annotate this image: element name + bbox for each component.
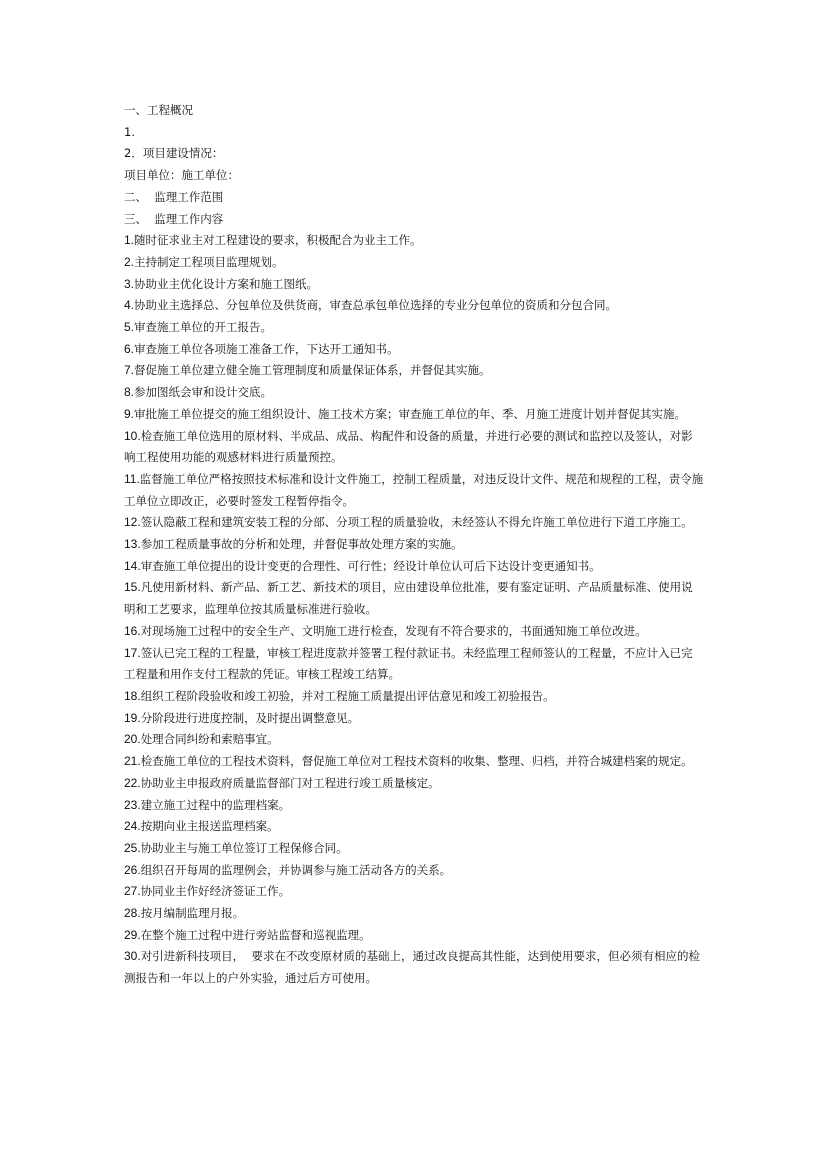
list-item [124, 729, 704, 751]
list-item [124, 382, 704, 404]
list-item-number: 13. [124, 537, 141, 552]
section-heading-scope: 二、 监理工作范围 [124, 189, 224, 204]
list-item [124, 708, 704, 730]
list-item-text: 协助业主与施工单位签订工程保修合同。 [140, 840, 348, 855]
list-item-text: 督促施工单位建立健全施工管理制度和质量保证体系，并督促其实施。 [134, 363, 491, 378]
list-item-text: 按期向业主报送监理档案。 [140, 819, 279, 834]
list-item [124, 946, 704, 989]
section-heading-overview: 一、工程概况 [124, 103, 193, 117]
list-item-text: 参加工程质量事故的分析和处理，并督促事故处理方案的实施。 [140, 537, 463, 552]
list-item-text: 在整个施工过程中进行旁站监督和巡视监理。 [140, 927, 371, 942]
list-item [124, 881, 704, 903]
list-item-number: 30. [124, 949, 141, 964]
list-item-number: 26. [124, 862, 141, 877]
list-item [124, 751, 704, 773]
list-item-number: 1. [124, 233, 135, 248]
list-item-number: 5. [124, 320, 135, 335]
list-item-number: 29. [124, 927, 141, 942]
list-item-number: 3. [124, 276, 135, 291]
list-item [124, 469, 704, 512]
list-item-number: 23. [124, 797, 141, 812]
list-item-text: 审查施工单位各项施工准备工作，下达开工通知书。 [134, 341, 399, 356]
list-item-number: 24. [124, 819, 141, 834]
list-item-text: 组织召开每周的监理例会，并协调参与施工活动各方的关系。 [140, 862, 452, 877]
list-item-number: 7. [124, 363, 135, 378]
list-item-number: 20. [124, 732, 141, 747]
list-item-text: 组织工程阶段验收和竣工初验，并对工程施工质量提出评估意见和竣工初验报告。 [140, 688, 555, 703]
section-heading-content: 三、 监理工作内容 [124, 211, 224, 226]
list-item-text: 协同业主作好经济签证工作。 [140, 884, 291, 899]
list-item [124, 360, 704, 382]
list-item [124, 686, 704, 708]
list-item-text: 处理合同纠纷和索赔事宜。 [140, 732, 279, 747]
list-item-number: 12. [124, 515, 141, 530]
list-item [124, 643, 704, 686]
list-item-number: 21. [124, 754, 141, 769]
list-item [124, 556, 704, 578]
list-item-number: 9. [124, 406, 135, 421]
list-item-text: 协助业主申报政府质量监督部门对工程进行竣工质量核定。 [140, 775, 440, 790]
list-item [124, 274, 704, 296]
list-item [124, 577, 704, 620]
list-item-text: 签认隐蔽工程和建筑安装工程的分部、分项工程的质量验收，未经签认不得允许施工单位进行下道工序施工。 [140, 515, 693, 530]
list-item-text: 随时征求业主对工程建设的要求，积极配合为业主工作。 [134, 233, 422, 248]
overview-item-2: 2．项目建设情况： [124, 146, 224, 161]
list-item-number: 19. [124, 710, 141, 725]
list-item [124, 426, 704, 469]
list-item-number: 18. [124, 688, 141, 703]
list-item-text: 监督施工单位严格按照技术标准和设计文件施工，控制工程质量，对违反设计文件、规范和规程的工程，责令施工单位立即改正，必要时签发工程暂停指令。 [124, 471, 704, 508]
work-content-list [124, 230, 704, 990]
list-item [124, 512, 704, 534]
list-item [124, 925, 704, 947]
list-item-number: 22. [124, 775, 141, 790]
list-item-text: 主持制定工程项目监理规划。 [134, 254, 284, 269]
list-item [124, 339, 704, 361]
list-item-number: 4. [124, 298, 135, 313]
list-item-number: 6. [124, 341, 135, 356]
list-item-number: 27. [124, 884, 141, 899]
list-item-text: 按月编制监理月报。 [140, 906, 245, 921]
list-item [124, 621, 704, 643]
list-item-number: 16. [124, 623, 141, 638]
list-item-text: 审批施工单位提交的施工组织设计、施工技术方案；审查施工单位的年、季、月施工进度计划并督促其实施。 [134, 406, 687, 421]
list-item [124, 903, 704, 925]
list-item [124, 860, 704, 882]
list-item-text: 建立施工过程中的监理档案。 [140, 797, 291, 812]
list-item-number: 25. [124, 840, 141, 855]
list-item-text: 签认已完工程的工程量，审核工程进度款并签署工程付款证书。未经监理工程师签认的工程量，不应计入已完工程量和用作支付工程款的凭证。审核工程竣工结算。 [124, 645, 693, 682]
list-item [124, 795, 704, 817]
list-item-number: 8. [124, 385, 135, 400]
list-item-text: 检查施工单位选用的原材料、半成品、成品、构配件和设备的质量，并进行必要的测试和监控以及签认，对影响工程使用功能的观感材料进行质量预控。 [124, 428, 693, 465]
document-page [124, 100, 704, 990]
list-item [124, 317, 704, 339]
list-item-number: 17. [124, 645, 141, 660]
list-item-number: 15. [124, 580, 141, 595]
list-item-text: 参加图纸会审和设计交底。 [134, 385, 273, 400]
list-item [124, 773, 704, 795]
list-item-text: 协助业主选择总、分包单位及供货商，审查总承包单位选择的专业分包单位的资质和分包合同。 [134, 298, 618, 313]
project-units-line: 项目单位：施工单位： [124, 168, 239, 183]
list-item-number: 2. [124, 254, 135, 269]
list-item-text: 协助业主优化设计方案和施工图纸。 [134, 276, 319, 291]
list-item-number: 11. [124, 471, 140, 486]
list-item-text: 对现场施工过程中的安全生产、文明施工进行检查，发现有不符合要求的，书面通知施工单位改进。 [140, 623, 647, 638]
list-item [124, 404, 704, 426]
list-item-text: 对引进新科技项目， 要求在不改变原材质的基础上，通过改良提高其性能，达到使用要求，但必须有相应的检测报告和一年以上的户外实验，通过后方可使用。 [124, 949, 700, 986]
list-item-text: 审查施工单位的开工报告。 [134, 320, 273, 335]
list-item-number: 10. [124, 428, 141, 443]
list-item-number: 28. [124, 906, 141, 921]
list-item [124, 838, 704, 860]
list-item [124, 230, 704, 252]
list-item [124, 295, 704, 317]
list-item-number: 14. [124, 558, 141, 573]
list-item-text: 分阶段进行进度控制，及时提出调整意见。 [140, 710, 360, 725]
list-item [124, 252, 704, 274]
overview-item-1: 1. [124, 124, 135, 139]
list-item-text: 检查施工单位的工程技术资料，督促施工单位对工程技术资料的收集、整理、归档，并符合城建档案的规定。 [140, 754, 693, 769]
list-item [124, 816, 704, 838]
list-item [124, 534, 704, 556]
list-item-text: 凡使用新材料、新产品、新工艺、新技术的项目，应由建设单位批准，要有鉴定证明、产品质量标准、使用说明和工艺要求，监理单位按其质量标准进行验收。 [124, 580, 693, 617]
list-item-text: 审查施工单位提出的设计变更的合理性、可行性；经设计单位认可后下达设计变更通知书。 [140, 558, 601, 573]
